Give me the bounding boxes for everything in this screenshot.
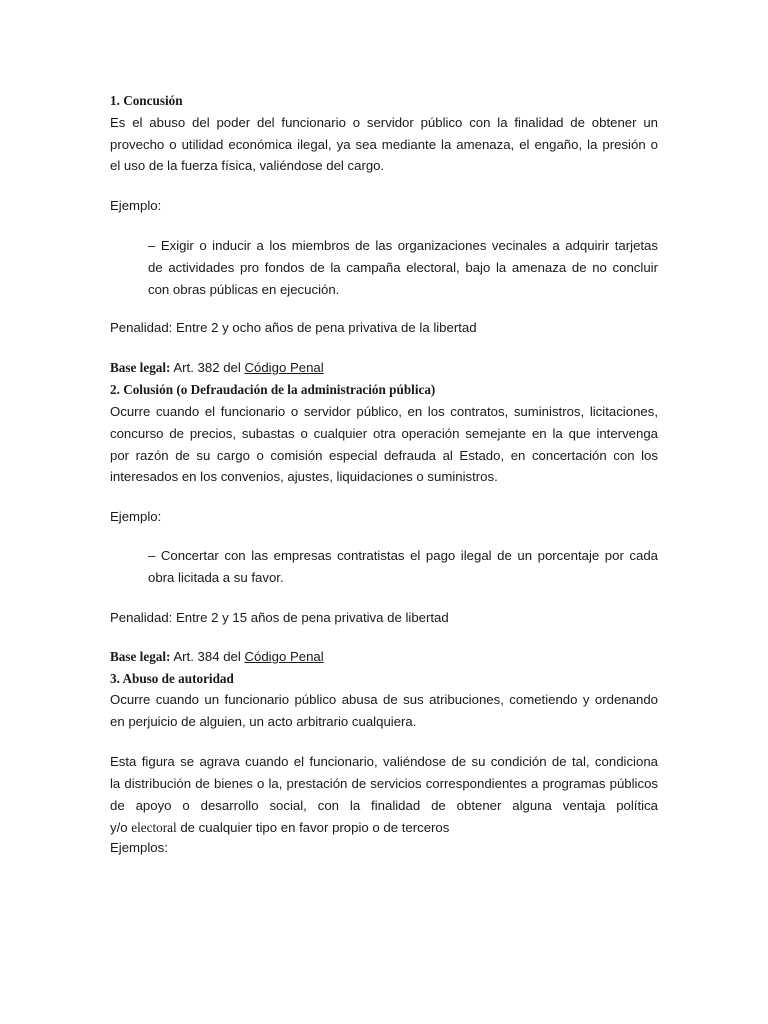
section-2-legal-basis (110, 649, 658, 665)
section-3-para-line (110, 820, 658, 836)
section-1-heading: 1. Concusión (110, 93, 183, 108)
section-1-example-label: Ejemplo: (110, 198, 162, 213)
section-3-examples-label: Ejemplos: (110, 840, 168, 855)
para-text: de cualquier tipo en favor propio o de terceros (176, 820, 450, 835)
codigo-penal-link[interactable]: Código Penal (244, 649, 324, 664)
section-3-body-line: Ocurre cuando un funcionario público abusa de sus atribuciones, cometiendo y ordenando (110, 692, 658, 707)
section-1-legal-basis (110, 360, 658, 376)
section-1-penalty: Penalidad: Entre 2 y ocho años de pena privativa de la libertad (110, 320, 477, 335)
section-2-body-line: concurso de precios, subastas o cualquier otra operación semejante en la que intervenga (110, 426, 658, 441)
legal-basis-label: Base legal: (110, 649, 171, 664)
section-3-body-line: en perjuicio de alguien, un acto arbitrario cualquiera. (110, 714, 417, 729)
section-2-body-line: Ocurre cuando el funcionario o servidor público, en los contratos, suministros, licitaciones, (110, 404, 658, 419)
section-2-body-line: por razón de su cargo o comisión especial defrauda al Estado, en concertación con los (110, 448, 658, 463)
section-2-example-label: Ejemplo: (110, 509, 162, 524)
section-3-para-line: Esta figura se agrava cuando el funcionario, valiéndose de su condición de tal, condiciona (110, 754, 658, 769)
legal-basis-label: Base legal: (110, 360, 171, 375)
section-1-body-line: Es el abuso del poder del funcionario o servidor público con la finalidad de obtener un (110, 115, 658, 130)
legal-basis-text: Art. 384 del (170, 649, 245, 664)
section-2-body-line: interesados en los convenios, ajustes, liquidaciones o suministros. (110, 469, 498, 484)
section-1-body-line: el uso de la fuerza física, valiéndose del cargo. (110, 158, 385, 173)
section-2-penalty: Penalidad: Entre 2 y 15 años de pena privativa de libertad (110, 610, 449, 625)
section-2-heading: 2. Colusión (o Defraudación de la administración pública) (110, 382, 436, 397)
section-1-example-line: – Exigir o inducir a los miembros de las organizaciones vecinales a adquirir tarjetas (148, 238, 658, 253)
legal-basis-text: Art. 382 del (170, 360, 245, 375)
section-2-example-line: obra licitada a su favor. (148, 570, 284, 585)
section-1-body-line: provecho o utilidad económica ilegal, ya sea mediante la amenaza, el engaño, la presión o (110, 137, 658, 152)
section-2-example-line: – Concertar con las empresas contratistas el pago ilegal de un porcentaje por cada (148, 548, 658, 563)
section-3-para-line: de apoyo o desarrollo social, con la finalidad de obtener alguna ventaja política (110, 798, 658, 813)
section-1-example-line: con obras públicas en ejecución. (148, 282, 340, 297)
para-text: y/o (110, 820, 132, 835)
codigo-penal-link[interactable]: Código Penal (244, 360, 324, 375)
section-1-example-line: de actividades pro fondos de la campaña electoral, bajo la amenaza de no concluir (148, 260, 658, 275)
para-emphasis: electoral (131, 820, 177, 835)
section-3-heading: 3. Abuso de autoridad (110, 671, 234, 686)
section-3-para-line: la distribución de bienes o la, prestación de servicios correspondientes a programas públicos (110, 776, 658, 791)
